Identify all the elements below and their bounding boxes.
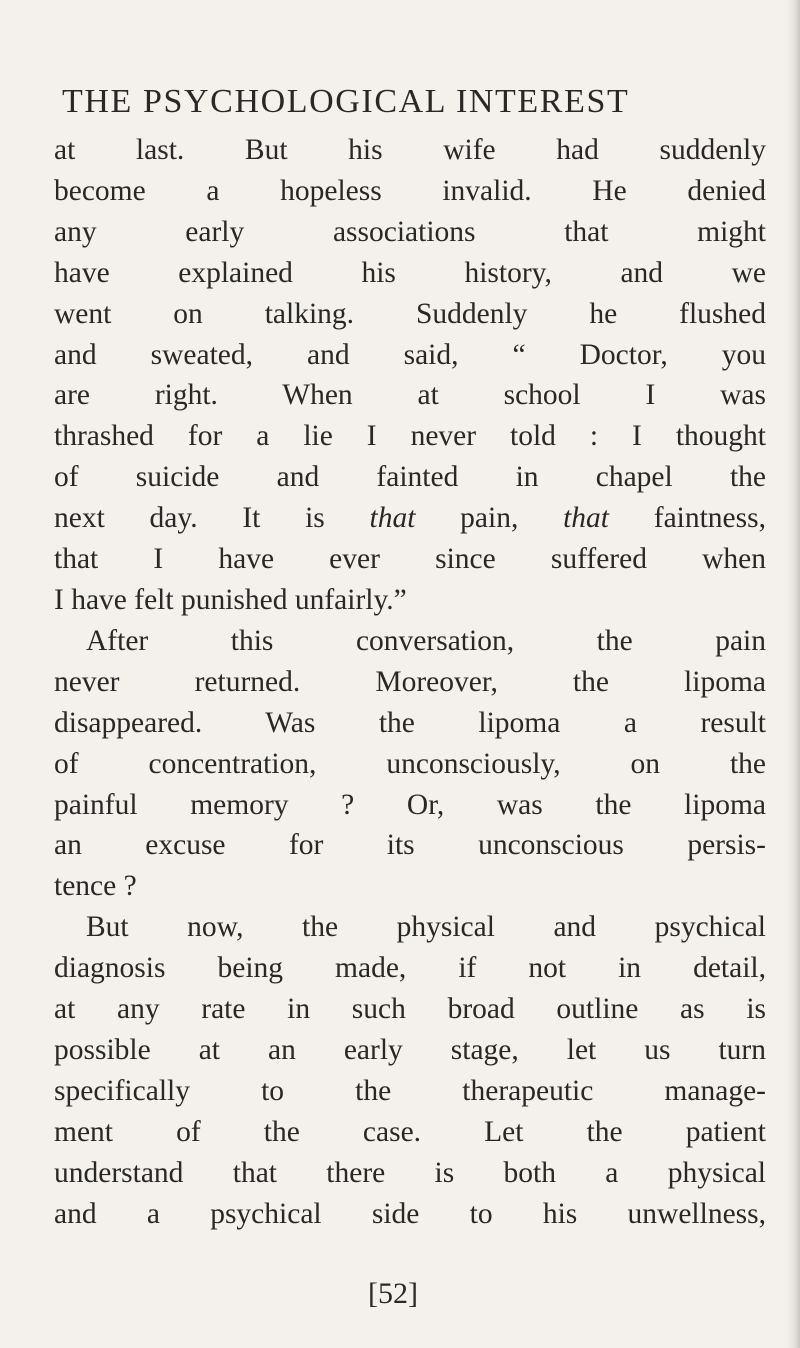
italic-word: that: [369, 502, 416, 535]
text-line: of concentration, unconsciously, on the: [54, 747, 766, 780]
text-line: become a hopeless invalid. He denied: [54, 174, 766, 207]
text-line: diagnosis being made, if not in detail,: [54, 952, 766, 985]
text-line: [54, 498, 766, 539]
body-text: [54, 130, 766, 1234]
text-line: and a psychical side to his unwellness,: [54, 1197, 766, 1230]
text-line: painful memory ? Or, was the lipoma: [54, 788, 766, 821]
text-line: tence ?: [54, 870, 137, 903]
running-head: THE PSYCHOLOGICAL INTEREST: [62, 83, 630, 120]
text-line: understand that there is both a physical: [54, 1156, 766, 1189]
text-line: went on talking. Suddenly he flushed: [54, 297, 766, 330]
text-line: After this conversation, the pain: [86, 624, 766, 657]
page-edge-shadow: [786, 0, 800, 1348]
text-line: any early associations that might: [54, 215, 766, 248]
text-line: that I have ever since suffered when: [54, 543, 766, 576]
text-line: specifically to the therapeutic manage-: [54, 1074, 766, 1107]
text-line: I have felt punished unfairly.”: [54, 583, 407, 616]
text-run: faintness,: [609, 502, 766, 535]
text-line: an excuse for its unconscious persis-: [54, 829, 766, 862]
text-run: pain,: [415, 502, 564, 535]
italic-word: that: [563, 502, 609, 535]
page-number: [52]: [368, 1277, 418, 1310]
book-page: [54, 80, 766, 1234]
text-line: of suicide and fainted in chapel the: [54, 461, 766, 494]
text-line: never returned. Moreover, the lipoma: [54, 665, 766, 698]
text-line: at last. But his wife had suddenly: [54, 134, 766, 166]
text-line: disappeared. Was the lipoma a result: [54, 706, 766, 739]
text-line: are right. When at school I was: [54, 379, 766, 412]
text-line: and sweated, and said, “ Doctor, you: [54, 338, 766, 371]
text-line: thrashed for a lie I never told : I thought: [54, 420, 766, 453]
text-line: have explained his history, and we: [54, 256, 766, 289]
text-run: next day. It is: [54, 502, 370, 535]
text-line: But now, the physical and psychical: [86, 911, 766, 944]
text-line: possible at an early stage, let us turn: [54, 1033, 766, 1066]
text-line: at any rate in such broad outline as is: [54, 993, 766, 1026]
text-line: ment of the case. Let the patient: [54, 1115, 766, 1148]
